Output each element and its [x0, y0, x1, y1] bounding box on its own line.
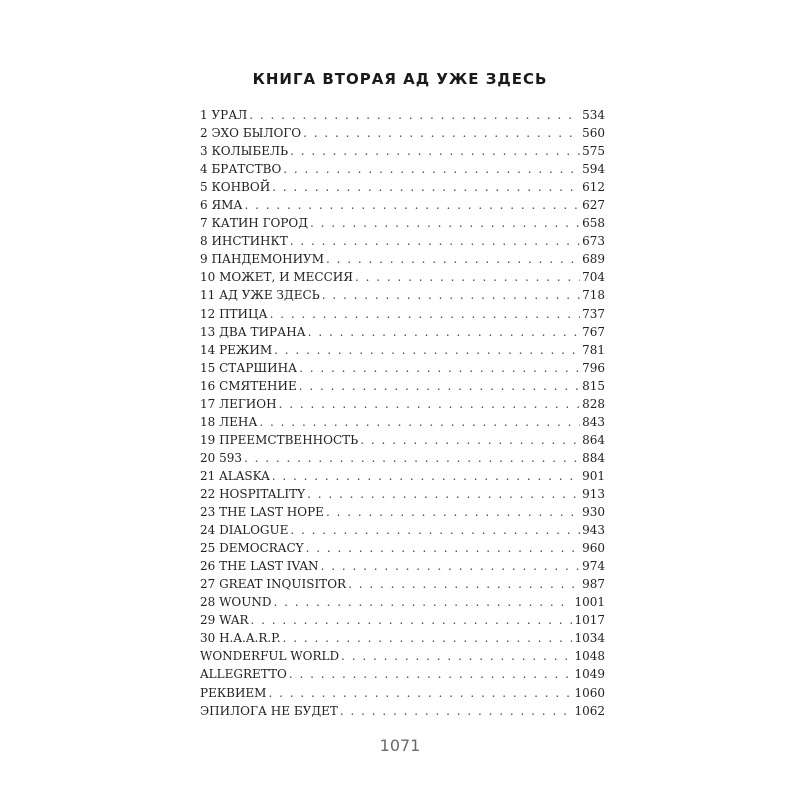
- chapter-title: 23 THE LAST HOPE: [200, 505, 324, 520]
- toc-entry: [200, 305, 605, 323]
- table-of-contents: [200, 106, 605, 720]
- chapter-title: 13 ДВА ТИРАНА: [200, 324, 306, 339]
- chapter-page-number: 627: [582, 198, 605, 213]
- chapter-page-number: 704: [582, 270, 605, 285]
- chapter-page-number: 1048: [574, 649, 605, 664]
- chapter-page-number: 796: [582, 360, 605, 375]
- toc-entry: [200, 449, 605, 467]
- dot-leader: [360, 431, 580, 449]
- chapter-page-number: 974: [582, 559, 605, 574]
- chapter-page-number: 1062: [574, 703, 605, 718]
- chapter-title: ЭПИЛОГА НЕ БУДЕТ: [200, 703, 338, 718]
- chapter-page-number: 534: [582, 108, 605, 122]
- chapter-title: 8 ИНСТИНКТ: [200, 234, 288, 249]
- chapter-title: 2 ЭХО БЫЛОГО: [200, 126, 302, 141]
- dot-leader: [283, 629, 573, 647]
- chapter-title: 19 ПРЕЕМСТВЕННОСТЬ: [200, 432, 359, 447]
- toc-entry: [200, 268, 605, 286]
- chapter-page-number: 718: [582, 288, 605, 303]
- chapter-page-number: 843: [582, 414, 605, 429]
- chapter-page-number: 901: [582, 468, 605, 483]
- toc-entry: [200, 647, 605, 665]
- dot-leader: [270, 305, 581, 323]
- chapter-page-number: 884: [582, 450, 605, 465]
- chapter-title: WONDERFUL WORLD: [200, 649, 340, 664]
- chapter-title: 25 DEMOCRACY: [200, 541, 304, 556]
- chapter-page-number: 1001: [574, 595, 605, 610]
- dot-leader: [348, 575, 580, 593]
- dot-leader: [272, 467, 580, 485]
- dot-leader: [306, 539, 581, 557]
- chapter-title: 7 КАТИН ГОРОД: [200, 216, 309, 231]
- chapter-title: 29 WAR: [200, 613, 249, 628]
- chapter-page-number: 1049: [574, 667, 605, 682]
- dot-leader: [340, 702, 573, 720]
- toc-entry: [200, 539, 605, 557]
- dot-leader: [244, 449, 580, 467]
- toc-entry: [200, 377, 605, 395]
- chapter-title: 5 КОНВОЙ: [200, 180, 271, 195]
- chapter-page-number: 815: [582, 378, 605, 393]
- chapter-page-number: 560: [582, 126, 605, 141]
- dot-leader: [249, 106, 580, 124]
- chapter-page-number: 594: [582, 162, 605, 177]
- chapter-page-number: 987: [582, 577, 605, 592]
- dot-leader: [279, 395, 581, 413]
- toc-entry: [200, 124, 605, 142]
- dot-leader: [326, 503, 580, 521]
- chapter-page-number: 737: [582, 306, 605, 321]
- chapter-page-number: 575: [582, 144, 605, 159]
- toc-entry: [200, 106, 605, 124]
- chapter-title: 3 КОЛЫБЕЛЬ: [200, 144, 289, 159]
- dot-leader: [290, 142, 580, 160]
- dot-leader: [259, 413, 580, 431]
- toc-entry: [200, 503, 605, 521]
- dot-leader: [308, 323, 580, 341]
- toc-entry: [200, 395, 605, 413]
- toc-entry: [200, 702, 605, 720]
- chapter-title: 6 ЯМА: [200, 198, 243, 213]
- toc-entry: [200, 684, 605, 702]
- toc-entry: [200, 214, 605, 232]
- page-number: 1071: [379, 736, 421, 755]
- chapter-title: 30 H.A.A.R.P.: [200, 631, 281, 646]
- chapter-title: 24 DIALOGUE: [200, 523, 289, 538]
- dot-leader: [290, 232, 580, 250]
- chapter-title: 21 ALASKA: [200, 468, 270, 483]
- chapter-title: РЕКВИЕМ: [200, 685, 267, 700]
- dot-leader: [245, 196, 581, 214]
- toc-entry: [200, 250, 605, 268]
- toc-entry: [200, 611, 605, 629]
- dot-leader: [326, 250, 580, 268]
- chapter-page-number: 930: [582, 505, 605, 520]
- toc-entry: [200, 413, 605, 431]
- chapter-title: 22 HOSPITALITY: [200, 486, 306, 501]
- dot-leader: [272, 178, 580, 196]
- dot-leader: [321, 557, 581, 575]
- chapter-title: 15 СТАРШИНА: [200, 360, 298, 375]
- toc-entry: [200, 160, 605, 178]
- dot-leader: [251, 611, 573, 629]
- chapter-page-number: 1060: [574, 685, 605, 700]
- chapter-title: 27 GREAT INQUISITOR: [200, 577, 347, 592]
- chapter-page-number: 864: [582, 432, 605, 447]
- toc-entry: [200, 178, 605, 196]
- toc-entry: [200, 359, 605, 377]
- toc-entry: [200, 485, 605, 503]
- dot-leader: [290, 521, 580, 539]
- chapter-page-number: 1034: [574, 631, 605, 646]
- chapter-page-number: 612: [582, 180, 605, 195]
- chapter-title: 12 ПТИЦА: [200, 306, 268, 321]
- toc-entry: [200, 323, 605, 341]
- dot-leader: [274, 341, 580, 359]
- chapter-page-number: 658: [582, 216, 605, 231]
- dot-leader: [355, 268, 580, 286]
- chapter-title: ALLEGRETTO: [200, 667, 287, 682]
- chapter-page-number: 913: [582, 486, 605, 501]
- dot-leader: [322, 286, 580, 304]
- toc-entry: [200, 431, 605, 449]
- chapter-title: 20 593: [200, 450, 242, 465]
- toc-entry: [200, 341, 605, 359]
- toc-entry: [200, 629, 605, 647]
- toc-entry: [200, 142, 605, 160]
- toc-entry: [200, 467, 605, 485]
- chapter-title: 10 МОЖЕТ, И МЕССИЯ: [200, 270, 353, 285]
- toc-entry: [200, 232, 605, 250]
- section-title: КНИГА ВТОРАЯ АД УЖЕ ЗДЕСЬ: [252, 70, 548, 88]
- chapter-title: 14 РЕЖИМ: [200, 342, 273, 357]
- toc-entry: [200, 557, 605, 575]
- dot-leader: [303, 124, 580, 142]
- chapter-page-number: 781: [582, 342, 605, 357]
- chapter-page-number: 767: [582, 324, 605, 339]
- chapter-title: 4 БРАТСТВО: [200, 162, 282, 177]
- dot-leader: [299, 377, 580, 395]
- chapter-page-number: 673: [582, 234, 605, 249]
- dot-leader: [289, 665, 573, 683]
- dot-leader: [268, 684, 572, 702]
- chapter-page-number: 943: [582, 523, 605, 538]
- chapter-title: 16 СМЯТЕНИЕ: [200, 378, 297, 393]
- dot-leader: [274, 593, 573, 611]
- chapter-title: 11 АД УЖЕ ЗДЕСЬ: [200, 288, 320, 303]
- chapter-page-number: 1017: [574, 613, 605, 628]
- chapter-page-number: 960: [582, 541, 605, 556]
- chapter-title: 9 ПАНДЕМОНИУМ: [200, 252, 324, 267]
- dot-leader: [341, 647, 572, 665]
- chapter-page-number: 828: [582, 396, 605, 411]
- chapter-title: 28 WOUND: [200, 595, 272, 610]
- toc-entry: [200, 196, 605, 214]
- chapter-page-number: 689: [582, 252, 605, 267]
- toc-entry: [200, 521, 605, 539]
- dot-leader: [307, 485, 580, 503]
- dot-leader: [310, 214, 580, 232]
- chapter-title: 1 УРАЛ: [200, 108, 248, 122]
- chapter-title: 17 ЛЕГИОН: [200, 396, 277, 411]
- toc-entry: [200, 286, 605, 304]
- chapter-title: 18 ЛЕНА: [200, 414, 258, 429]
- toc-entry: [200, 665, 605, 683]
- toc-entry: [200, 575, 605, 593]
- dot-leader: [299, 359, 580, 377]
- dot-leader: [283, 160, 580, 178]
- toc-entry: [200, 593, 605, 611]
- chapter-title: 26 THE LAST IVAN: [200, 559, 319, 574]
